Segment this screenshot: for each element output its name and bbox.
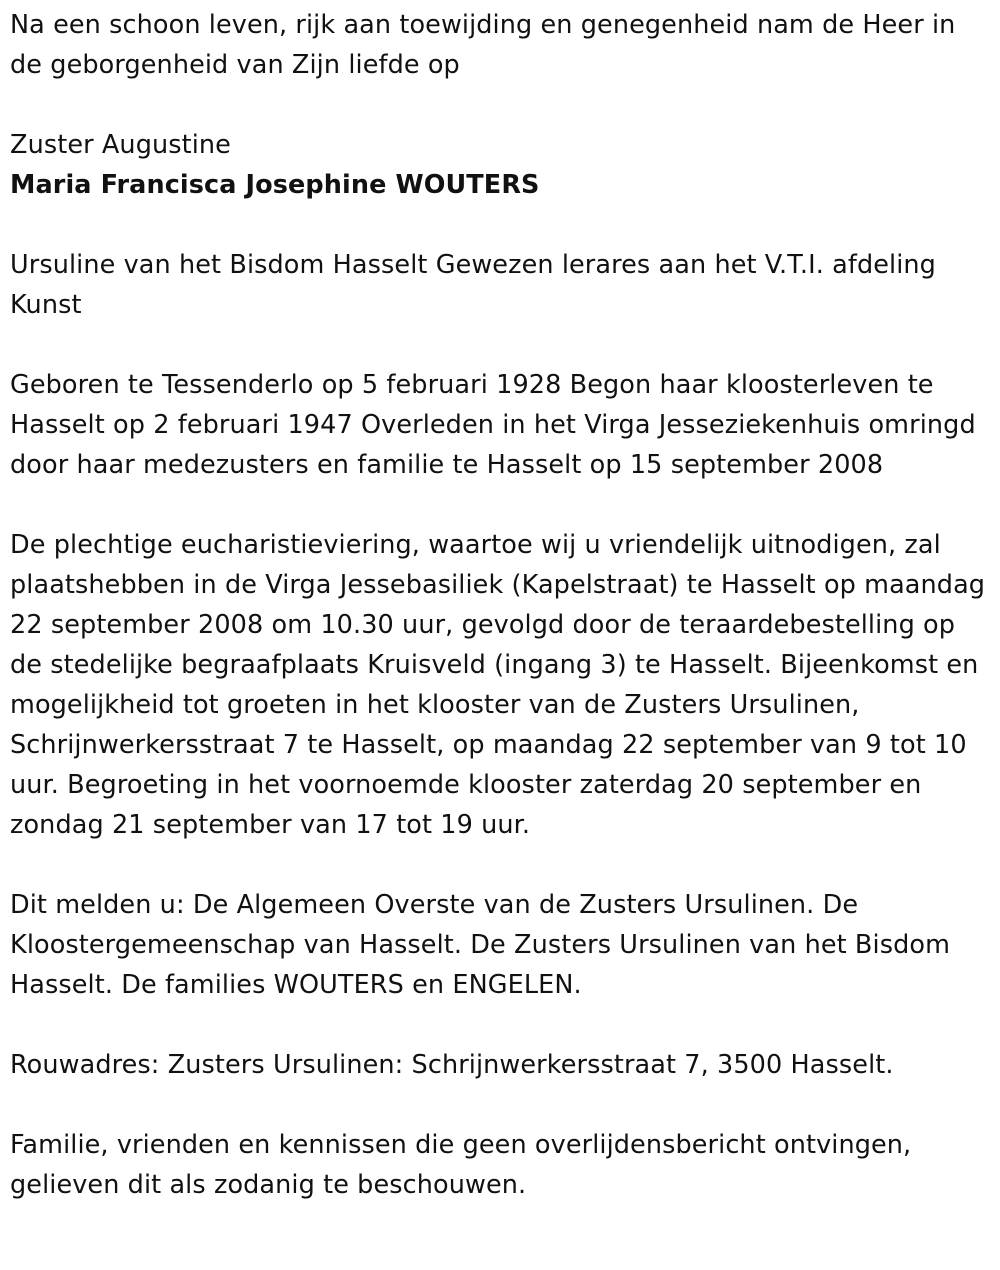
obituary-notice (10, 5, 990, 1205)
spacer (10, 1005, 990, 1045)
spacer (10, 325, 990, 365)
intro-text: Na een schoon leven, rijk aan toewijding en genegenheid nam de Heer in de geborgenheid van Zijn liefde op (10, 10, 956, 80)
closing-note: Familie, vrienden en kennissen die geen overlijdensbericht ontvingen, gelieven dit als zodanig te beschouwen. (10, 1130, 912, 1200)
spacer (10, 205, 990, 245)
mourning-address: Rouwadres: Zusters Ursulinen: Schrijnwerkersstraat 7, 3500 Hasselt. (10, 1050, 894, 1080)
spacer (10, 85, 990, 125)
ceremony-details: De plechtige eucharistieviering, waartoe wij u vriendelijk uitnodigen, zal plaatshebben in de Virga Jessebasiliek (Kapelstraat) te Hasselt op maandag 22 september 2008 om 10.30 uur, gevolgd door de teraardebestelling op de stedelijke begraafplaats Kruisveld (ingang 3) te Hasselt. Bijeenkomst en mogelijkheid tot groeten in het klooster van de Zusters Ursulinen, Schrijnwerkersstraat 7 te Hasselt, op maandag 22 september van 9 tot 10 uur. Begroeting in het voornoemde klooster zaterdag 20 september en zondag 21 september van 17 tot 19 uur. (10, 530, 986, 840)
spacer (10, 1085, 990, 1125)
role-description: Ursuline van het Bisdom Hasselt Gewezen lerares aan het V.T.I. afdeling Kunst (10, 250, 936, 320)
spacer (10, 845, 990, 885)
spacer (10, 485, 990, 525)
life-dates: Geboren te Tessenderlo op 5 februari 1928 Begon haar kloosterleven te Hasselt op 2 februari 1947 Overleden in het Virga Jesseziekenhuis omringd door haar medezusters en familie te Hasselt op 15 september 2008 (10, 370, 976, 480)
religious-name: Zuster Augustine (10, 130, 231, 160)
deceased-full-name: Maria Francisca Josephine WOUTERS (10, 170, 540, 200)
announcers: Dit melden u: De Algemeen Overste van de Zusters Ursulinen. De Kloostergemeenschap van Hasselt. De Zusters Ursulinen van het Bisdom Hasselt. De families WOUTERS en ENGELEN. (10, 890, 951, 1000)
